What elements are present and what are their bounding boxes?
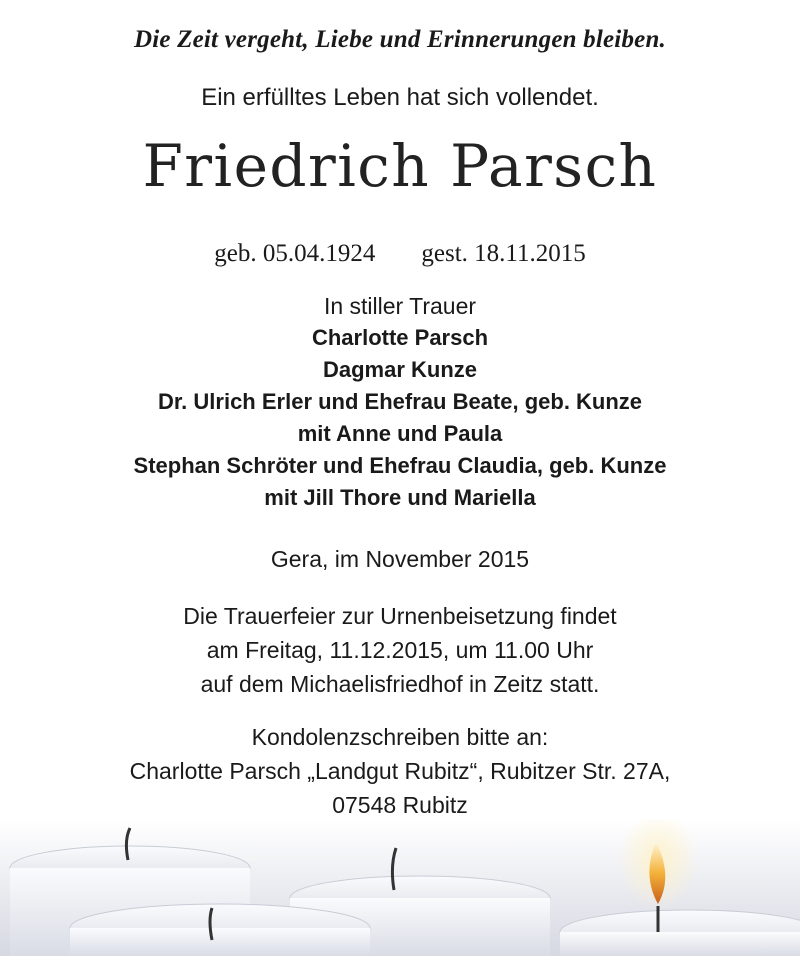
mourner-line: mit Anne und Paula [297,421,503,446]
condolence-line: 07548 Rubitz [332,792,468,818]
life-dates [0,240,800,268]
mourners-block [0,290,800,514]
deceased-name: Friedrich Parsch [142,132,658,200]
motto: Die Zeit vergeht, Liebe und Erinnerungen bleiben. [133,26,667,53]
service-line: am Freitag, 11.12.2015, um 11.00 Uhr [206,637,594,663]
condolence-line: Kondolenzschreiben bitte an: [251,724,549,750]
candles-image [0,820,800,956]
condolence-address [0,720,800,822]
place-date: Gera, im November 2015 [270,546,530,572]
death-date: gest. 18.11.2015 [421,240,586,267]
mourner-line: Dagmar Kunze [322,357,478,382]
condolence-line: Charlotte Parsch „Landgut Rubitz“, Rubitzer Str. 27A, [129,758,671,784]
mourning-lead: In stiller Trauer [323,293,477,319]
intro-line: Ein erfülltes Leben hat sich vollendet. [201,84,599,111]
mourner-line: mit Jill Thore und Mariella [264,485,536,510]
service-line: auf dem Michaelisfriedhof in Zeitz statt. [200,671,600,697]
birth-date: geb. 05.04.1924 [214,240,376,267]
mourner-line: Dr. Ulrich Erler und Ehefrau Beate, geb. Kunze [157,389,643,414]
mourner-line: Charlotte Parsch [311,325,489,350]
candle [70,904,370,956]
mourner-line: Stephan Schröter und Ehefrau Claudia, geb. Kunze [133,453,667,478]
service-line: Die Trauerfeier zur Urnenbeisetzung findet [183,603,617,629]
funeral-service-info [0,599,800,701]
